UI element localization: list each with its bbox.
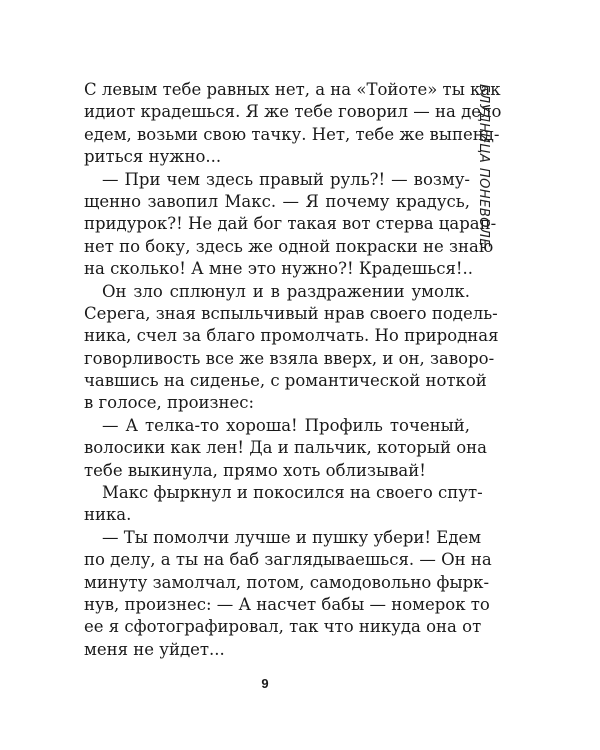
- text-line: Серега, зная вспыльчивый нрав своего подель-: [84, 303, 498, 323]
- page-number: 9: [261, 676, 269, 691]
- text-line: ника, счел за благо промолчать. Но природная: [84, 326, 499, 346]
- text-line: говорливость все же взяла вверх, и он, заворо-: [84, 348, 495, 368]
- text-line: ника.: [84, 505, 132, 525]
- text-line: придурок?! Не дай бог такая вот стерва царап-: [84, 214, 497, 234]
- text-line: чавшись на сиденье, с романтической ноткой: [84, 371, 487, 391]
- text-line: минуту замолчал, потом, самодовольно фырк-: [84, 572, 490, 592]
- text-line: идиот крадешься. Я же тебе говорил — на дело: [84, 102, 502, 122]
- text-line: нув, произнес: — А насчет бабы — номерок то: [84, 594, 490, 614]
- text-line: — При чем здесь правый руль?! — возму-: [102, 169, 470, 189]
- text-line: меня не уйдет...: [84, 639, 225, 659]
- text-line: Макс фыркнул и покосился на своего спут-: [102, 483, 483, 503]
- text-line: ее я сфотографировал, так что никуда она от: [84, 617, 482, 637]
- text-line: — А телка-то хороша! Профиль точеный,: [102, 415, 470, 435]
- text-line: волосики как лен! Да и пальчик, который она: [84, 438, 488, 458]
- text-line: Он зло сплюнул и в раздражении умолк.: [102, 281, 470, 301]
- text-line: едем, возьми свою тачку. Нет, тебе же выпенд-: [84, 124, 500, 144]
- text-line: С левым тебе равных нет, а на «Тойоте» ты как: [84, 80, 501, 99]
- text-line: по делу, а ты на баб заглядываешься. — Он на: [84, 550, 492, 570]
- text-line: на сколько! А мне это нужно?! Крадешься!..: [84, 259, 474, 279]
- text-line: тебе выкинула, прямо хоть облизывай!: [84, 460, 426, 480]
- running-head: БЛУДНИЦА ПОНЕВОЛЕ: [476, 84, 491, 248]
- text-line: — Ты помолчи лучше и пушку убери! Едем: [102, 527, 482, 547]
- text-line: нет по боку, здесь же одной покраски не знаю: [84, 236, 494, 256]
- text-line: щенно завопил Макс. — Я почему крадусь,: [84, 191, 470, 211]
- text-line: риться нужно...: [84, 147, 222, 167]
- text-line: в голосе, произнес:: [84, 393, 255, 413]
